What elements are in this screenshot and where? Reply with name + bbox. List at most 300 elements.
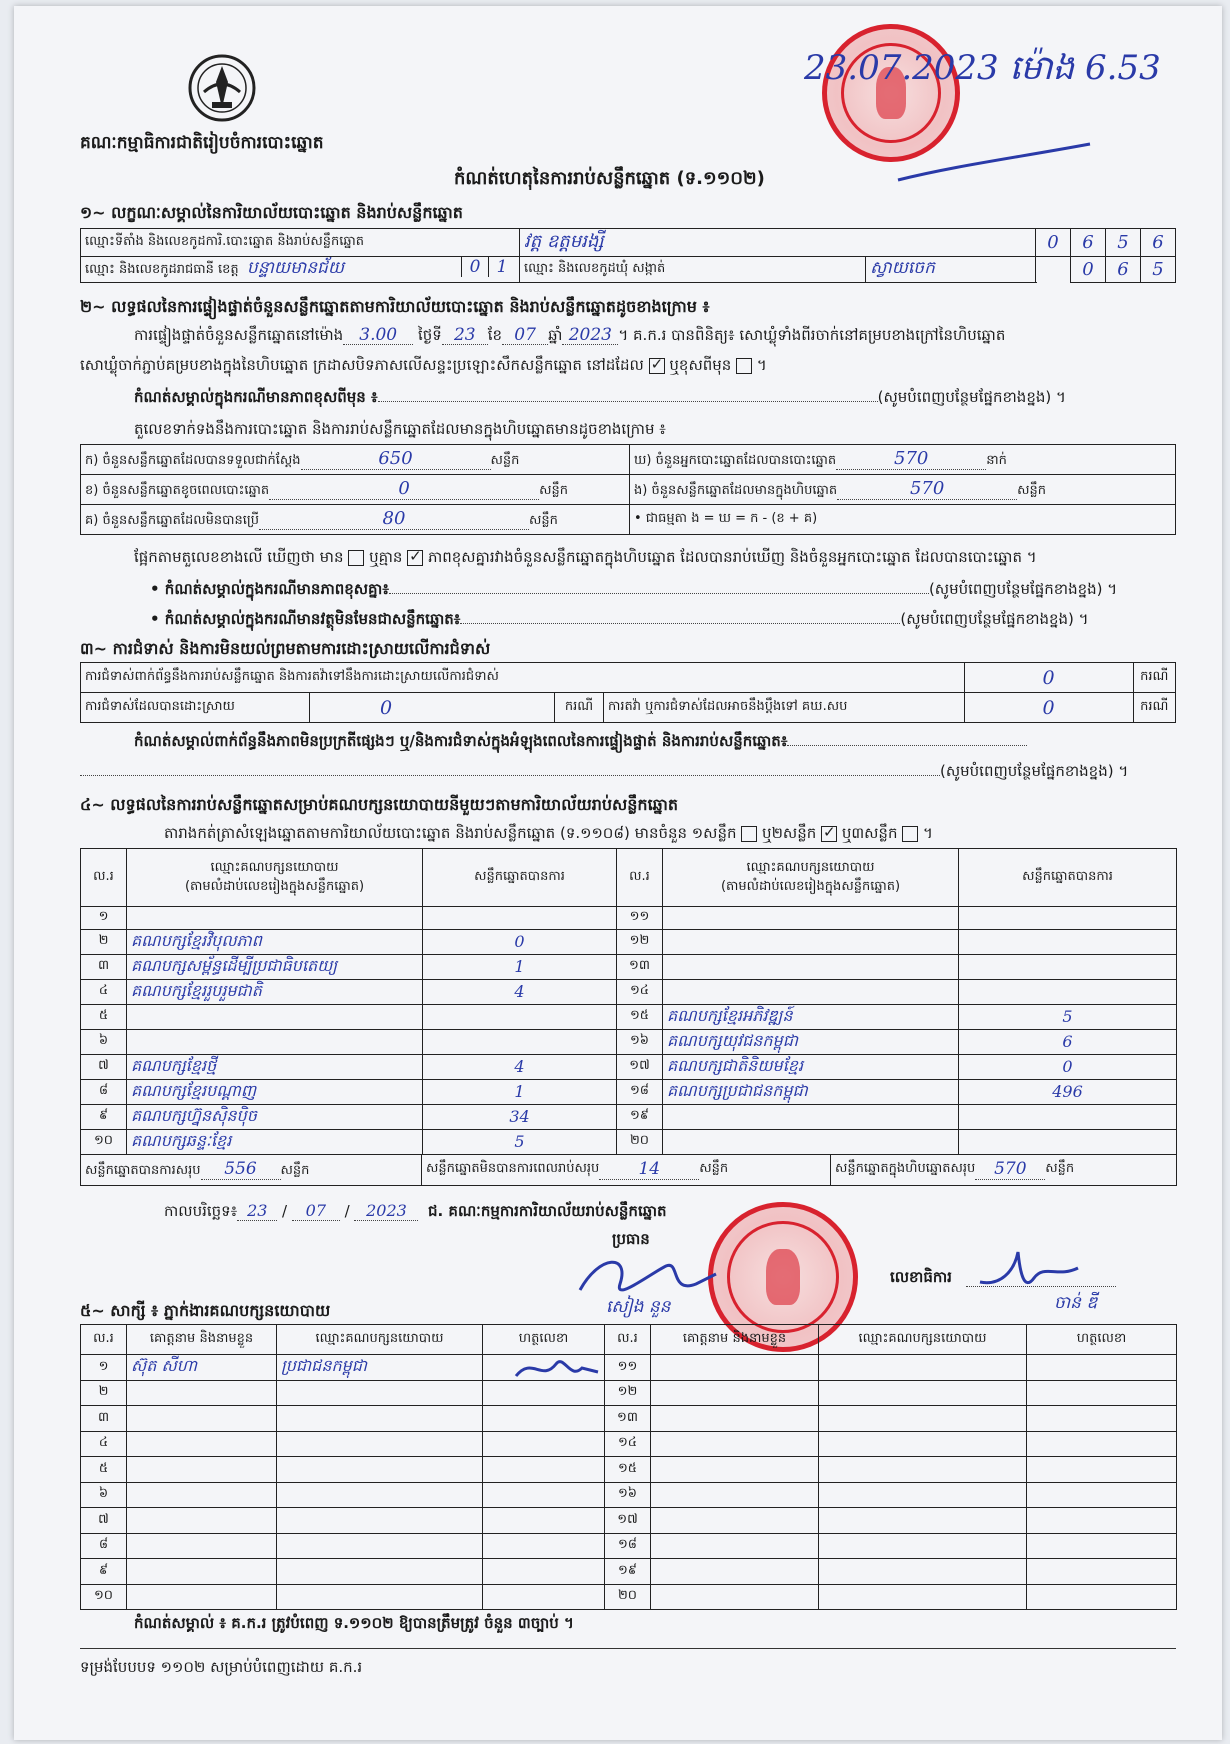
verification-text: ការផ្ទៀងផ្ទាត់ចំនួនសន្លឹកឆ្នោតនៅម៉ោង <box>134 326 344 344</box>
unit-label: សន្លឹក <box>529 513 558 528</box>
result-votes: 5 <box>423 1129 617 1154</box>
verification-text: ឆ្នាំ <box>548 326 563 344</box>
result-no: ៧ <box>81 1054 127 1079</box>
one-sheet-checkbox[interactable] <box>741 826 757 842</box>
witness-col-party: ឈ្មោះគណបក្សនយោបាយ <box>277 1325 483 1355</box>
spoiled-ballots-label: ខ) ចំនួនសន្លឹកឆ្នោតខូចពេលបោះឆ្នោត <box>85 483 270 498</box>
difference-bullet-tail: (សូមបំពេញបន្ថែមផ្នែកខាងខ្នង) ។ <box>928 580 1118 598</box>
appeal-unit: ករណី <box>1133 693 1176 723</box>
nonballot-bullet-label: • កំណត់សម្គាល់ក្នុងករណីមានវត្ថុមិនមែនជាសន្លឹកឆ្នោត៖ <box>150 610 461 628</box>
total-invalid-value: 14 <box>599 1159 699 1180</box>
location-table <box>80 228 1176 283</box>
date-label: កាលបរិច្ឆេទ៖ <box>164 1202 238 1220</box>
president-label: ប្រធាន <box>612 1230 650 1248</box>
witness-sign <box>483 1584 605 1610</box>
ballot-count-row <box>81 445 630 475</box>
witness-col-no: ល.រ <box>81 1325 127 1355</box>
result-party: គណបក្សយុវជនកម្ពុជា <box>663 1029 959 1054</box>
result-votes: 6 <box>959 1029 1177 1054</box>
ballot-count-row <box>630 475 1176 505</box>
signature-stroke <box>894 136 1094 186</box>
witness-no: ១៤ <box>605 1431 651 1457</box>
total-valid-label: សន្លឹកឆ្នោតបានការសរុប <box>85 1162 201 1178</box>
ballots-received-label: ក) ចំនួនសន្លឹកឆ្នោតដែលបានទទួលជាក់ស្តែង <box>85 453 301 468</box>
sheet-count-text: ឬ៣សន្លឹក <box>841 824 898 842</box>
total-valid-value: 556 <box>201 1159 281 1180</box>
verification-text: ។ គ.ក.រ បានពិនិត្យ៖ សោឃ្លុំទាំងពីរចាក់នៅគម្របខាងក្រៅនៃហិបឆ្នោត <box>618 326 1006 344</box>
witness-row <box>81 1482 1177 1508</box>
irregularity-note-label: កំណត់សម្គាល់ពាក់ព័ន្ធនឹងភាពមិនប្រក្រតីផ្សេងៗ ឬ/និងការជំទាស់ក្នុងអំឡុងពេលនៃការផ្ទៀងផ្ទាត់ និងការរាប់សន្លឹកឆ្នោត៖ <box>134 732 788 750</box>
witness-party <box>819 1482 1027 1508</box>
result-party <box>127 907 423 930</box>
witness-name <box>127 1457 277 1483</box>
form-title: កំណត់ហេតុនៃការរាប់សន្លឹកឆ្នោត (ទ.១១០២) <box>454 168 765 189</box>
witness-row <box>81 1559 1177 1585</box>
witness-sign <box>483 1533 605 1559</box>
commune-code-digit: 0 <box>1071 257 1106 283</box>
witness-name <box>651 1406 819 1432</box>
seal-status-text: សោឃ្លុំចាក់ភ្ជាប់គម្របខាងក្នុងនៃហិបឆ្នោត ក្រដាសបិទភាសលើសន្ទះប្រឡោះសឹកសន្លឹកឆ្នោត នៅដដែល <box>80 356 644 374</box>
result-row <box>81 954 1177 979</box>
unused-ballots-value: 80 <box>259 508 529 530</box>
form-code: ទម្រង់បែបបទ ១១០២ សម្រាប់បំពេញដោយ គ.ក.រ <box>80 1658 363 1676</box>
col-party-header <box>127 849 423 907</box>
result-party <box>663 929 959 954</box>
result-row <box>81 907 1177 930</box>
witness-row <box>81 1355 1177 1381</box>
location-label: ឈ្មោះទីតាំង និងលេខកូដការិ.បោះឆ្នោត និងរាប់សន្លឹកឆ្នោត <box>81 229 520 257</box>
witness-no: ៤ <box>81 1431 127 1457</box>
ballot-count-row <box>81 475 630 505</box>
result-no: ១៧ <box>617 1054 663 1079</box>
witness-name <box>651 1457 819 1483</box>
witness-no: ១១ <box>605 1355 651 1381</box>
comparison-line <box>134 548 1037 566</box>
difference-note-label: កំណត់សម្គាល់ក្នុងករណីមានភាពខុសពីមុន ៖ <box>134 388 378 406</box>
witness-sign <box>483 1508 605 1534</box>
witness-sign <box>1027 1533 1177 1559</box>
witness-name <box>651 1559 819 1585</box>
voters-voted-label: ឃ) ចំនួនអ្នកបោះឆ្នោតដែលបានបោះឆ្នោត <box>634 453 837 468</box>
witness-name: ស៊ុត សីហា <box>127 1355 277 1381</box>
witness-sign <box>483 1431 605 1457</box>
result-no: ៩ <box>81 1104 127 1129</box>
comparison-text: ភាពខុសគ្នារវាងចំនួនសន្លឹកឆ្នោតក្នុងហិបឆ្នោត ដែលបានរាប់ឃើញ និងចំនួនអ្នកបោះឆ្នោត ដែលបានបោះឆ្នោត ។ <box>427 548 1037 566</box>
witness-party <box>277 1380 483 1406</box>
witness-party <box>819 1559 1027 1585</box>
col-no-header: ល.រ <box>617 849 663 907</box>
witness-name <box>127 1482 277 1508</box>
result-votes <box>959 1129 1177 1154</box>
total-box-label: សន្លឹកឆ្នោតក្នុងហិបឆ្នោតសរុប <box>835 1161 976 1177</box>
total-invalid-label: សន្លឹកឆ្នោតមិនបានការពេលរាប់សរុប <box>426 1161 600 1177</box>
witness-name <box>651 1355 819 1381</box>
witness-party <box>277 1533 483 1559</box>
result-no: ១១ <box>617 907 663 930</box>
ballots-in-box-value: 570 <box>837 478 1017 500</box>
witness-party: ប្រជាជនកម្ពុជា <box>277 1355 483 1381</box>
ballots-received-value: 650 <box>301 448 491 470</box>
witness-no: ១៥ <box>605 1457 651 1483</box>
irregularity-note-line <box>134 732 1184 750</box>
irregularity-note-line2 <box>80 762 1180 780</box>
result-row <box>81 1004 1177 1029</box>
witness-name <box>651 1380 819 1406</box>
witness-col-name: គោត្តនាម និងនាមខ្លួន <box>127 1325 277 1355</box>
result-votes <box>959 1104 1177 1129</box>
unit-label: សន្លឹក <box>699 1161 729 1177</box>
result-votes: 5 <box>959 1004 1177 1029</box>
verification-text: ថ្ងៃទី <box>417 326 442 344</box>
witness-no: ១៧ <box>605 1508 651 1534</box>
org-name: គណៈកម្មាធិការជាតិរៀបចំការបោះឆ្នោត <box>80 133 324 153</box>
witness-party <box>819 1431 1027 1457</box>
numbers-intro: តួលេខទាក់ទងនឹងការបោះឆ្នោត និងការរាប់សន្លឹកឆ្នោតដែលមានក្នុងហិបឆ្នោតមានដូចខាងក្រោម ៖ <box>134 420 666 438</box>
witness-name <box>651 1508 819 1534</box>
result-party: គណបក្សខ្មែរថ្មី <box>127 1054 423 1079</box>
witness-sign <box>1027 1584 1177 1610</box>
unit-label: សន្លឹក <box>1045 1161 1075 1177</box>
section2-heading: ២~ លទ្ធផលនៃការផ្ទៀងផ្ទាត់ចំនួនសន្លឹកឆ្នោតតាមការិយាល័យបោះឆ្នោត និងរាប់សន្លឹកឆ្នោតដូចខាងក្រោម ៖ <box>80 297 710 316</box>
received-date-handwriting: 23.07.2023 ម៉ោង 6.53 <box>804 48 1161 88</box>
witness-name <box>127 1406 277 1432</box>
appeal-label: ការតវ៉ា ឬការជំទាស់ដែលអាចនឹងប្តឹងទៅ គឃ.សប <box>604 693 965 723</box>
resolved-value: 0 <box>310 693 555 723</box>
secretary-name: ចាន់ ឌី <box>1054 1293 1098 1313</box>
unchanged-checkbox[interactable] <box>649 358 665 374</box>
location-code-digit: 6 <box>1071 229 1106 257</box>
date-line: កាលបរិច្ឆេទ៖ 23 / 07 / 2023 ជ. គណៈកម្មការការិយាល័យរាប់សន្លឹកឆ្នោត <box>164 1201 667 1220</box>
commune-label: ឈ្មោះ និងលេខកូដឃុំ សង្កាត់ <box>520 257 866 283</box>
complaints-value: 0 <box>964 663 1133 693</box>
witness-col-sign: ហត្ថលេខា <box>483 1325 605 1355</box>
spoiled-ballots-value: 0 <box>269 478 539 500</box>
witness-sign <box>1027 1406 1177 1432</box>
result-party <box>663 907 959 930</box>
seal-status-text: ។ <box>756 356 767 374</box>
nonballot-bullet-tail: (សូមបំពេញបន្ថែមផ្នែកខាងខ្នង) ។ <box>900 610 1089 628</box>
commune-code-digit: 6 <box>1106 257 1141 283</box>
witness-sign <box>1027 1559 1177 1585</box>
section4-heading: ៤~ លទ្ធផលនៃការរាប់សន្លឹកឆ្នោតសម្រាប់គណបក្សនយោបាយនីមួយៗតាមការិយាល័យរាប់សន្លឹកឆ្នោត <box>80 795 679 814</box>
witness-name <box>127 1380 277 1406</box>
seal-status-text: ឬខុសពីមុន <box>669 356 732 374</box>
witness-no: ៦ <box>81 1482 127 1508</box>
witness-sign <box>1027 1482 1177 1508</box>
witness-row <box>81 1380 1177 1406</box>
result-no: ២០ <box>617 1129 663 1154</box>
result-party <box>127 1004 423 1029</box>
witness-no: ២០ <box>605 1584 651 1610</box>
result-no: ១៩ <box>617 1104 663 1129</box>
witness-table <box>80 1324 1177 1610</box>
province-cell <box>81 257 520 283</box>
location-code-digit: 0 <box>1036 229 1071 257</box>
witness-no: ៩ <box>81 1559 127 1585</box>
witness-no: ៣ <box>81 1406 127 1432</box>
witness-party <box>819 1457 1027 1483</box>
witness-party <box>277 1431 483 1457</box>
result-votes: 0 <box>423 929 617 954</box>
resolved-label: ការជំទាស់ដែលបានដោះស្រាយ <box>81 693 310 723</box>
ballot-count-table <box>80 444 1176 535</box>
sheet-count-text: តារាងកត់ត្រាសំឡេងឆ្នោតតាមការិយាល័យបោះឆ្នោត និងរាប់សន្លឹកឆ្នោត (ទ.១១០៨) មានចំនួន ១សន្លឹក <box>164 824 737 842</box>
totals-row <box>81 1154 1177 1185</box>
unit-label: សន្លឹក <box>280 1162 310 1178</box>
voters-voted-value: 570 <box>836 448 986 470</box>
difference-note-fill: (សូមបំពេញបន្ថែមផ្នែកខាងខ្នង) ។ <box>877 388 1066 406</box>
verification-year: 2023 <box>562 326 618 345</box>
result-row <box>81 1054 1177 1079</box>
result-party: គណបក្សខ្មែរអភិវឌ្ឍន៍ <box>663 1004 959 1029</box>
unused-ballots-label: គ) ចំនួនសន្លឹកឆ្នោតដែលមិនបានប្រើ <box>85 513 259 528</box>
result-votes <box>959 907 1177 930</box>
result-votes: 4 <box>423 979 617 1004</box>
witness-row <box>81 1431 1177 1457</box>
province-code-digit: 0 <box>461 257 488 277</box>
total-box-value: 570 <box>975 1159 1045 1180</box>
date-year: 2023 <box>354 1202 418 1221</box>
location-code-digit: 6 <box>1141 229 1176 257</box>
witness-sign <box>1027 1380 1177 1406</box>
col-party-title: ឈ្មោះគណបក្សនយោបាយ <box>746 859 875 875</box>
witness-party <box>277 1584 483 1610</box>
result-row <box>81 1129 1177 1154</box>
sheet-count-line <box>164 824 933 842</box>
witness-no: ១២ <box>605 1380 651 1406</box>
form-page <box>14 6 1222 1740</box>
witness-sign <box>1027 1508 1177 1534</box>
witness-party <box>819 1508 1027 1534</box>
witness-no: ១៩ <box>605 1559 651 1585</box>
result-votes: 496 <box>959 1079 1177 1104</box>
witness-row <box>81 1584 1177 1610</box>
result-no: ១៥ <box>617 1004 663 1029</box>
witness-col-no: ល.រ <box>605 1325 651 1355</box>
witness-row <box>81 1406 1177 1432</box>
result-no: ១០ <box>81 1129 127 1154</box>
witness-name <box>651 1584 819 1610</box>
witness-party <box>277 1559 483 1585</box>
verification-month: 07 <box>502 326 548 345</box>
result-party: គណបក្សប្រជាជនកម្ពុជា <box>663 1079 959 1104</box>
irregularity-note-tail: (សូមបំពេញបន្ថែមផ្នែកខាងខ្នង) ។ <box>940 762 1129 780</box>
witness-row <box>81 1508 1177 1534</box>
result-party: គណបក្សជាតិនិយមខ្មែរ <box>663 1054 959 1079</box>
witness-sign <box>483 1406 605 1432</box>
col-no-header: ល.រ <box>81 849 127 907</box>
three-sheet-checkbox[interactable] <box>902 826 918 842</box>
difference-note-line <box>134 388 1184 406</box>
witness-signature <box>512 1352 602 1386</box>
result-party <box>663 979 959 1004</box>
result-party <box>663 1104 959 1129</box>
appeal-value: 0 <box>964 693 1133 723</box>
province-value: បន្ទាយមានជ័យ <box>246 258 345 278</box>
witness-no: ១៨ <box>605 1533 651 1559</box>
ballot-count-row <box>630 445 1176 475</box>
resolved-unit: ករណី <box>555 693 604 723</box>
result-votes: 0 <box>959 1054 1177 1079</box>
result-no: ១៣ <box>617 954 663 979</box>
witness-no: ៧ <box>81 1508 127 1534</box>
result-no: ១ <box>81 907 127 930</box>
unit-label: សន្លឹក <box>1017 483 1047 498</box>
ballots-in-box-label: ង) ចំនួនសន្លឹកឆ្នោតដែលមានក្នុងហិបឆ្នោត <box>634 483 838 498</box>
result-row <box>81 1104 1177 1129</box>
result-votes <box>959 979 1177 1004</box>
footer-note: កំណត់សម្គាល់ ៖ គ.ក.រ ត្រូវបំពេញ ទ.១១០២ ឱ្យបានត្រឹមត្រូវ ចំនួន ៣ច្បាប់ ។ <box>134 1614 574 1632</box>
result-no: ១៨ <box>617 1079 663 1104</box>
commune-value: ស្វាយចេក <box>866 257 1036 283</box>
no-difference-checkbox[interactable] <box>407 550 423 566</box>
commune-code-digit: 5 <box>1141 257 1176 283</box>
result-votes <box>423 1004 617 1029</box>
result-party <box>127 1029 423 1054</box>
complaints-table <box>80 662 1176 723</box>
result-votes: 1 <box>423 1079 617 1104</box>
witness-sign <box>1027 1355 1177 1381</box>
result-no: ៨ <box>81 1079 127 1104</box>
verification-line <box>134 326 1005 345</box>
witness-party <box>277 1457 483 1483</box>
secretary-label: លេខាធិការ <box>890 1268 952 1286</box>
witness-party <box>819 1406 1027 1432</box>
result-votes <box>959 929 1177 954</box>
has-difference-checkbox[interactable] <box>348 550 364 566</box>
result-row <box>81 1079 1177 1104</box>
seal-status-line <box>80 356 767 374</box>
nec-emblem-icon <box>182 52 262 124</box>
nonballot-bullet-line <box>150 610 1180 628</box>
witness-party <box>277 1406 483 1432</box>
result-party: គណបក្សខ្មែរវិបុលភាព <box>127 929 423 954</box>
witness-col-sign: ហត្ថលេខា <box>1027 1325 1177 1355</box>
result-party <box>663 1129 959 1154</box>
result-votes <box>423 1029 617 1054</box>
result-row <box>81 929 1177 954</box>
section3-heading: ៣~ ការជំទាស់ និងការមិនយល់ព្រមតាមការដោះស្រាយលើការជំទាស់ <box>80 639 491 658</box>
formula-cell: • ជាធម្មតា ង = ឃ = ក - (ខ + គ) <box>630 505 1176 535</box>
ballot-count-row <box>81 505 630 535</box>
witness-name <box>127 1508 277 1534</box>
result-no: ៤ <box>81 979 127 1004</box>
result-no: ២ <box>81 929 127 954</box>
witness-col-party: ឈ្មោះគណបក្សនយោបាយ <box>819 1325 1027 1355</box>
witness-name <box>127 1533 277 1559</box>
signing-committee: ជ. គណៈកម្មការការិយាល័យរាប់សន្លឹកឆ្នោត <box>427 1202 667 1220</box>
difference-bullet-label: • កំណត់សម្គាល់ក្នុងករណីមានភាពខុសគ្នា៖ <box>150 580 389 598</box>
witness-name <box>651 1482 819 1508</box>
unit-label: សន្លឹក <box>490 453 520 468</box>
col-party-subtitle: (តាមលំដាប់លេខរៀងក្នុងសន្លឹកឆ្នោត) <box>184 878 365 894</box>
location-code-digit: 5 <box>1106 229 1141 257</box>
witness-no: ១៣ <box>605 1406 651 1432</box>
witness-sign <box>483 1482 605 1508</box>
col-party-subtitle: (តាមលំដាប់លេខរៀងក្នុងសន្លឹកឆ្នោត) <box>720 878 901 894</box>
unit-label: នាក់ <box>986 453 1007 468</box>
witness-party <box>277 1482 483 1508</box>
witness-party <box>819 1533 1027 1559</box>
president-name: សៀង នួន <box>606 1297 671 1317</box>
result-no: ៥ <box>81 1004 127 1029</box>
result-votes: 34 <box>423 1104 617 1129</box>
witness-name <box>651 1431 819 1457</box>
result-no: ១២ <box>617 929 663 954</box>
witness-row <box>81 1457 1177 1483</box>
witness-col-name: គោត្តនាម និងនាមខ្លួន <box>651 1325 819 1355</box>
two-sheet-checkbox[interactable] <box>821 826 837 842</box>
location-value: វត្ត ឧត្តមរង្សី <box>520 229 1036 257</box>
result-row <box>81 979 1177 1004</box>
verification-time: 3.00 <box>343 326 413 345</box>
witness-no: ១០ <box>81 1584 127 1610</box>
witness-name <box>127 1559 277 1585</box>
witness-sign <box>1027 1431 1177 1457</box>
section1-heading: ១~ លក្ខណៈសម្គាល់នៃការិយាល័យបោះឆ្នោត និងរាប់សន្លឹកឆ្នោត <box>80 203 463 222</box>
witness-party <box>277 1508 483 1534</box>
result-votes <box>959 954 1177 979</box>
result-no: ១៤ <box>617 979 663 1004</box>
result-votes: 1 <box>423 954 617 979</box>
result-no: ៦ <box>81 1029 127 1054</box>
result-row <box>81 1029 1177 1054</box>
witness-party <box>819 1584 1027 1610</box>
comparison-text: ឬគ្មាន <box>369 548 403 566</box>
witness-no: ៥ <box>81 1457 127 1483</box>
complaints-label: ការជំទាស់ពាក់ព័ន្ធនឹងការរាប់សន្លឹកឆ្នោត និងការតវ៉ាទៅនឹងការដោះស្រាយលើការជំទាស់ <box>81 663 965 693</box>
changed-checkbox[interactable] <box>736 358 752 374</box>
witness-no: ១ <box>81 1355 127 1381</box>
witness-sign <box>483 1457 605 1483</box>
difference-bullet-line <box>150 580 1180 598</box>
results-table <box>80 848 1177 1186</box>
complaints-unit: ករណី <box>1133 663 1176 693</box>
result-votes: 4 <box>423 1054 617 1079</box>
witness-party <box>819 1380 1027 1406</box>
province-code-digit: 1 <box>488 257 515 277</box>
result-no: ១៦ <box>617 1029 663 1054</box>
sheet-count-text: ឬ២សន្លឹក <box>762 824 817 842</box>
unit-label: សន្លឹក <box>539 483 568 498</box>
result-party: គណបក្សខ្មែររួបរួមជាតិ <box>127 979 423 1004</box>
date-day: 23 <box>237 1202 277 1221</box>
section5-heading: ៥~ សាក្សី ៖ ភ្នាក់ងារគណបក្សនយោបាយ <box>80 1301 331 1320</box>
witness-row <box>81 1533 1177 1559</box>
result-party <box>663 954 959 979</box>
verification-day: 23 <box>442 326 488 345</box>
result-votes <box>423 907 617 930</box>
result-no: ៣ <box>81 954 127 979</box>
verification-text: ខែ <box>487 326 503 344</box>
result-party: គណបក្សសម្ព័ន្ធដើម្បីប្រជាធិបតេយ្យ <box>127 954 423 979</box>
witness-name <box>651 1533 819 1559</box>
date-month: 07 <box>292 1202 340 1221</box>
result-party: គណបក្សឆន្ទៈខ្មែរ <box>127 1129 423 1154</box>
witness-name <box>127 1431 277 1457</box>
province-label: ឈ្មោះ និងលេខកូដរាជធានី ខេត្ត <box>85 262 239 277</box>
witness-party <box>819 1355 1027 1381</box>
col-party-header <box>663 849 959 907</box>
col-votes-header: សន្លឹកឆ្នោតបានការ <box>959 849 1177 907</box>
result-party: គណបក្សខ្មែរបណ្តាញ <box>127 1079 423 1104</box>
witness-name <box>127 1584 277 1610</box>
witness-no: ២ <box>81 1380 127 1406</box>
sheet-count-text: ។ <box>923 824 933 842</box>
witness-sign <box>483 1559 605 1585</box>
result-party: គណបក្សហ្វ៊ុនស៊ិនប៉ិច <box>127 1104 423 1129</box>
witness-sign <box>1027 1457 1177 1483</box>
